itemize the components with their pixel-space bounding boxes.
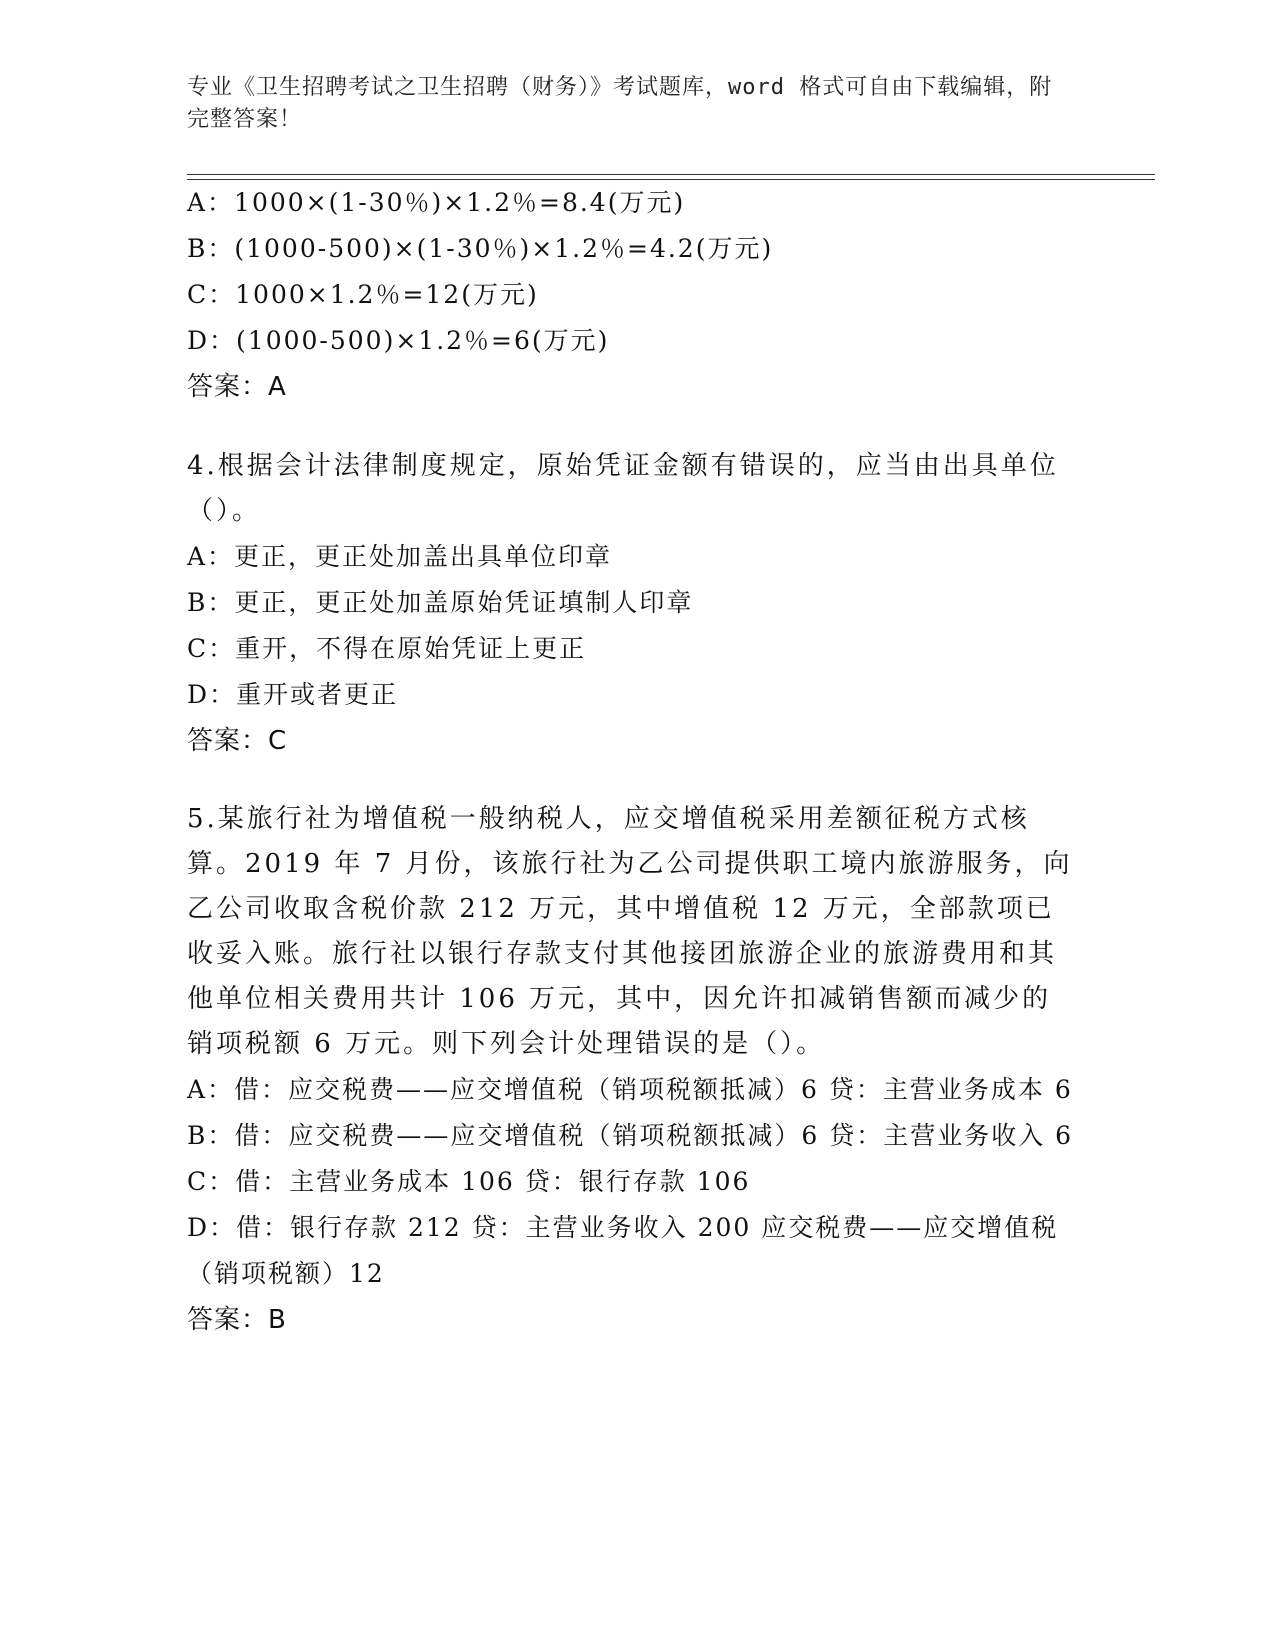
answer: 答案：B xyxy=(187,1305,287,1335)
option-d: D：重开或者更正 xyxy=(187,680,399,709)
answer: 答案：A xyxy=(187,372,287,402)
question-stem: 5.某旅行社为增值税一般纳税人，应交增值税采用差额征税方式核算。2019 年 7 月份，该旅行社为乙公司提供职工境内旅游服务，向乙公司收取含税价款 212 万元，其中增值税 12 万元，全部款项已收妥入账。旅行社以银行存款支付其他接团旅游企业的旅游费用和其他单位相关费用共计 106 万元，其中，因允许扣减销售额而减少的销项税额 6 万元。则下列会计处理错误的是（）。 xyxy=(187,804,1073,1059)
option-d: D：(1000-500)×1.2％=6(万元) xyxy=(187,326,610,355)
question-5 xyxy=(187,797,1077,1343)
answer: 答案：C xyxy=(187,726,288,756)
question-stem: 4.根据会计法律制度规定，原始凭证金额有错误的，应当由出具单位（）。 xyxy=(187,451,1059,526)
option-a: A：更正，更正处加盖出具单位印章 xyxy=(187,542,613,571)
option-c: C：借：主营业务成本 106 贷：银行存款 106 xyxy=(187,1167,751,1196)
option-c: C：重开，不得在原始凭证上更正 xyxy=(187,634,587,663)
option-b: B：借：应交税费——应交增值税（销项税额抵减）6 贷：主营业务收入 6 xyxy=(187,1121,1074,1150)
question-4 xyxy=(187,444,1077,764)
option-a: A：1000×(1-30％)×1.2％=8.4(万元) xyxy=(187,188,686,217)
option-a: A：借：应交税费——应交增值税（销项税额抵减）6 贷：主营业务成本 6 xyxy=(187,1075,1073,1104)
header-divider-top xyxy=(187,174,1155,175)
option-c: C：1000×1.2％=12(万元) xyxy=(187,280,539,309)
question-3 xyxy=(187,180,1077,410)
option-d: D：借：银行存款 212 贷：主营业务收入 200 应交税费——应交增值税（销项税额）12 xyxy=(187,1213,1059,1288)
option-b: B：更正，更正处加盖原始凭证填制人印章 xyxy=(187,588,694,617)
option-b: B：(1000-500)×(1-30％)×1.2％=4.2(万元) xyxy=(187,234,774,263)
document-header: 专业《卫生招聘考试之卫生招聘（财务）》考试题库，word 格式可自由下载编辑，附完整答案！ xyxy=(187,75,1053,132)
